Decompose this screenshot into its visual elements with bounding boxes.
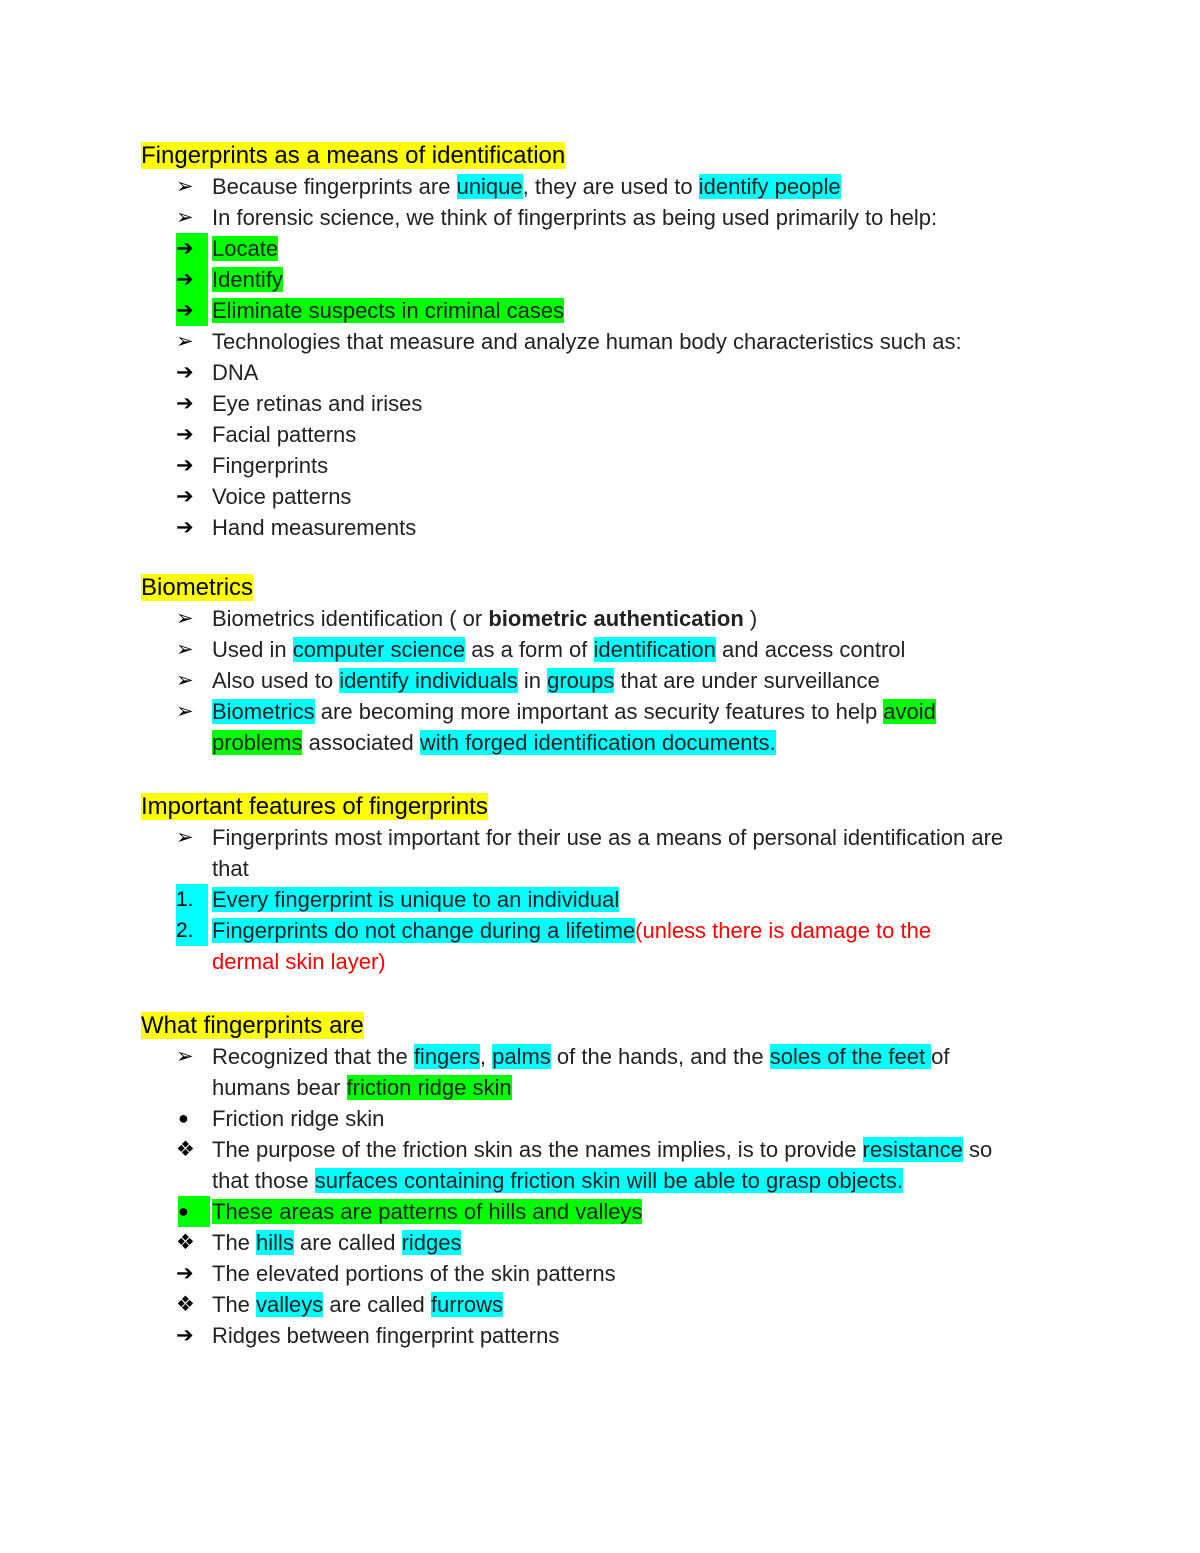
- heading-text: Biometrics: [141, 574, 254, 601]
- arrowhead-bullet-icon: ➢: [176, 826, 194, 849]
- arrowhead-bullet-icon: ➢: [176, 669, 194, 692]
- arrow-bullet-icon: ➔: [176, 295, 208, 326]
- numbered-item: [141, 915, 1071, 946]
- text: humans bear: [212, 1075, 347, 1100]
- highlight: identify individuals: [339, 668, 518, 693]
- text: Fingerprints: [212, 453, 329, 478]
- text: DNA: [212, 360, 259, 385]
- highlight: soles of the feet: [769, 1044, 932, 1069]
- text: Fingerprints most important for their use as a means of personal identification are: [212, 825, 1004, 850]
- text: , they are used to: [522, 174, 699, 199]
- section-heading: [141, 1010, 1071, 1041]
- text: and access control: [715, 637, 906, 662]
- dot-bullet-icon: ●: [178, 1108, 189, 1128]
- heading-text: Important features of fingerprints: [141, 793, 488, 820]
- list-item: [141, 202, 1071, 233]
- text: The purpose of the friction skin as the names implies, is to provide: [212, 1137, 863, 1162]
- arrowhead-bullet-icon: ➢: [176, 607, 194, 630]
- text: of: [931, 1044, 950, 1069]
- text: are becoming more important as security features to help: [314, 699, 884, 724]
- highlight: unique: [456, 174, 523, 199]
- text: that are under surveillance: [614, 668, 880, 693]
- section-heading: [141, 140, 1071, 171]
- text: associated: [302, 730, 420, 755]
- list-item: [141, 512, 1071, 543]
- highlight: furrows: [430, 1292, 504, 1317]
- highlight: These areas are patterns of hills and valleys: [212, 1199, 643, 1224]
- text: Recognized that the: [212, 1044, 414, 1069]
- highlight: identification: [593, 637, 716, 662]
- arrow-bullet-icon: ➔: [176, 485, 194, 508]
- text: Biometrics identification ( or: [212, 606, 489, 631]
- arrowhead-bullet-icon: ➢: [176, 330, 194, 353]
- text: Facial patterns: [212, 422, 357, 447]
- arrowhead-bullet-icon: ➢: [176, 1045, 194, 1068]
- text: Technologies that measure and analyze human body characteristics such as:: [212, 329, 962, 354]
- list-item: [141, 1134, 1071, 1165]
- document-page: [141, 140, 1071, 1351]
- text: In forensic science, we think of fingerprints as being used primarily to help:: [212, 205, 938, 230]
- list-item: [141, 233, 1071, 264]
- list-item: [141, 357, 1071, 388]
- highlight: identify people: [698, 174, 841, 199]
- text: in: [517, 668, 548, 693]
- arrow-bullet-icon: ➔: [176, 1324, 194, 1347]
- arrowhead-bullet-icon: ➢: [176, 175, 194, 198]
- list-item: [141, 264, 1071, 295]
- list-item: [141, 1289, 1071, 1320]
- arrow-bullet-icon: ➔: [176, 423, 194, 446]
- numbered-item: [141, 884, 1071, 915]
- highlight: computer science: [292, 637, 466, 662]
- highlight: Eliminate suspects in criminal cases: [212, 298, 565, 323]
- list-item: [141, 481, 1071, 512]
- text: The: [212, 1292, 257, 1317]
- list-item: [141, 1103, 1071, 1134]
- arrow-bullet-icon: ➔: [176, 233, 208, 264]
- list-item: [141, 295, 1071, 326]
- highlight: fingers: [413, 1044, 480, 1069]
- highlight: avoid: [883, 699, 936, 724]
- text: that those: [212, 1168, 315, 1193]
- text: are called: [293, 1230, 402, 1255]
- list-item: [141, 1227, 1071, 1258]
- number-2: 2.: [176, 915, 208, 946]
- text: Voice patterns: [212, 484, 352, 509]
- list-item: [141, 171, 1071, 202]
- section-heading: [141, 572, 1071, 603]
- text: The elevated portions of the skin patterns: [212, 1261, 616, 1286]
- arrow-bullet-icon: ➔: [176, 264, 208, 295]
- list-item-continuation: [141, 1165, 1071, 1196]
- list-item: [141, 696, 1071, 727]
- list-item: [141, 388, 1071, 419]
- list-item: [141, 419, 1071, 450]
- diamond-bullet-icon: ❖: [176, 1231, 195, 1254]
- section-heading: [141, 791, 1071, 822]
- highlight: problems: [212, 730, 303, 755]
- highlight: with forged identification documents.: [419, 730, 776, 755]
- arrow-bullet-icon: ➔: [176, 1262, 194, 1285]
- list-item: [141, 1320, 1071, 1351]
- text: are called: [323, 1292, 431, 1317]
- number-1: 1.: [176, 884, 208, 915]
- text: that: [212, 856, 249, 881]
- red-note: (unless there is damage to the: [635, 918, 932, 943]
- list-item: [141, 450, 1071, 481]
- dot-bullet-icon: ●: [178, 1196, 210, 1227]
- spacer: [141, 758, 1071, 791]
- highlight: palms: [492, 1044, 551, 1069]
- text: Hand measurements: [212, 515, 417, 540]
- heading-text: Fingerprints as a means of identification: [141, 142, 566, 169]
- arrow-bullet-icon: ➔: [176, 516, 194, 539]
- arrow-bullet-icon: ➔: [176, 454, 194, 477]
- arrowhead-bullet-icon: ➢: [176, 638, 194, 661]
- red-note: dermal skin layer): [212, 949, 386, 974]
- list-item: [141, 1258, 1071, 1289]
- arrowhead-bullet-icon: ➢: [176, 700, 194, 723]
- highlight: valleys: [256, 1292, 324, 1317]
- highlight: hills: [256, 1230, 294, 1255]
- highlight: resistance: [862, 1137, 963, 1162]
- highlight: Identify: [212, 267, 283, 292]
- arrowhead-bullet-icon: ➢: [176, 206, 194, 229]
- highlight: Biometrics: [212, 699, 315, 724]
- highlight: surfaces containing friction skin will be able to grasp objects.: [314, 1168, 903, 1193]
- highlight: Every fingerprint is unique to an individual: [212, 887, 620, 912]
- list-item: [141, 326, 1071, 357]
- spacer: [141, 977, 1071, 1010]
- list-item-continuation: [141, 946, 1071, 977]
- highlight: friction ridge skin: [346, 1075, 512, 1100]
- highlight: Fingerprints do not change during a lifetime: [212, 918, 636, 943]
- text: of the hands, and the: [550, 1044, 770, 1069]
- text: The: [212, 1230, 257, 1255]
- list-item: [141, 1041, 1071, 1072]
- list-item: [141, 1196, 1071, 1227]
- bold-text: biometric authentication: [488, 606, 744, 631]
- spacer: [141, 543, 1071, 572]
- text: ,: [479, 1044, 493, 1069]
- heading-text: What fingerprints are: [141, 1012, 364, 1039]
- text: Friction ridge skin: [212, 1106, 385, 1131]
- text: Eye retinas and irises: [212, 391, 423, 416]
- list-item-continuation: [141, 853, 1071, 884]
- text: Used in: [212, 637, 293, 662]
- text: ): [743, 606, 758, 631]
- list-item-continuation: [141, 1072, 1071, 1103]
- text: so: [962, 1137, 993, 1162]
- highlight: groups: [547, 668, 615, 693]
- text: Ridges between fingerprint patterns: [212, 1323, 560, 1348]
- text: as a form of: [465, 637, 594, 662]
- list-item: [141, 603, 1071, 634]
- list-item-continuation: [141, 727, 1071, 758]
- diamond-bullet-icon: ❖: [176, 1138, 195, 1161]
- highlight: ridges: [401, 1230, 462, 1255]
- highlight: Locate: [212, 236, 279, 261]
- text: Because fingerprints are: [212, 174, 457, 199]
- arrow-bullet-icon: ➔: [176, 361, 194, 384]
- arrow-bullet-icon: ➔: [176, 392, 194, 415]
- list-item: [141, 634, 1071, 665]
- text: Also used to: [212, 668, 340, 693]
- list-item: [141, 822, 1071, 853]
- diamond-bullet-icon: ❖: [176, 1293, 195, 1316]
- list-item: [141, 665, 1071, 696]
